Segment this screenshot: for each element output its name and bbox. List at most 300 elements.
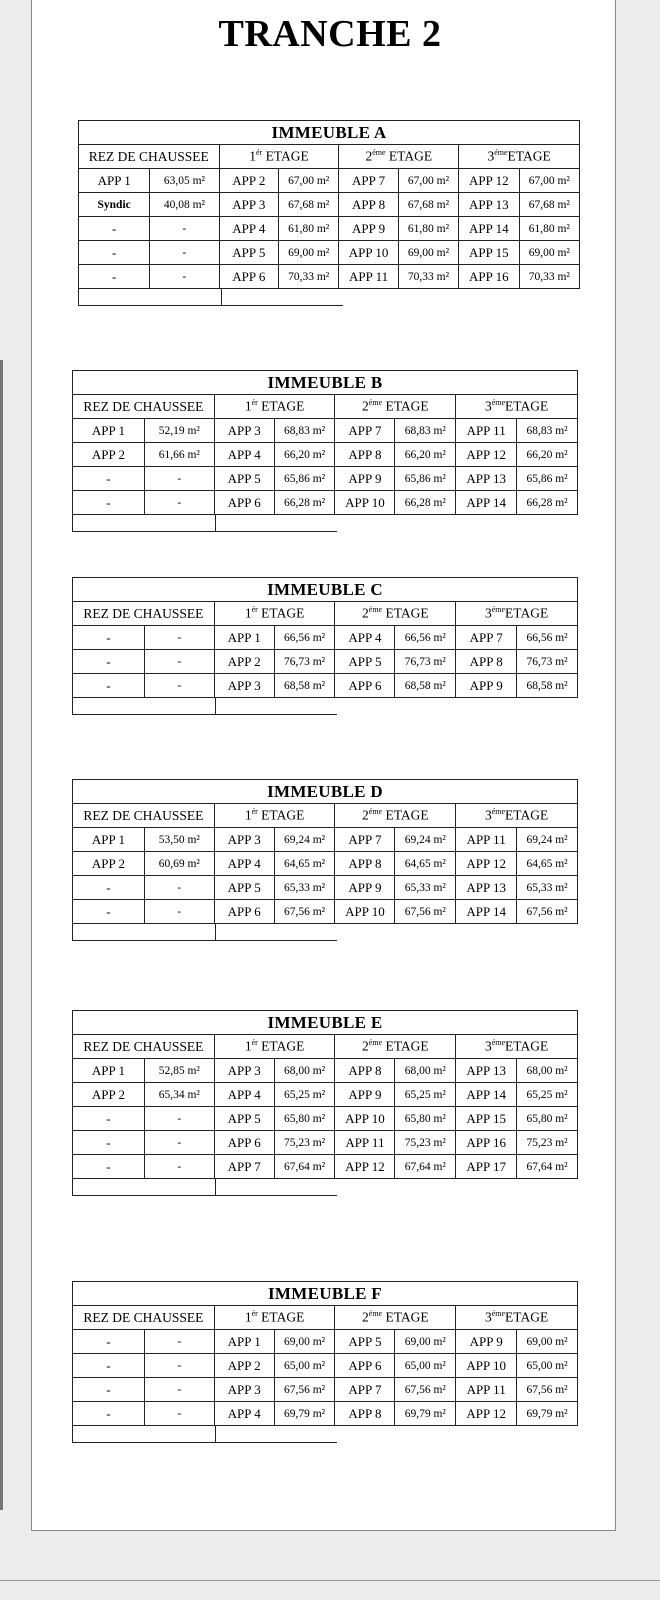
building-block-5 (72, 1010, 578, 1179)
area-cell: 70,33 m² (278, 265, 338, 289)
apartment-cell: - (73, 1354, 145, 1378)
area-cell: 68,00 m² (274, 1059, 335, 1083)
apartment-cell: APP 3 (214, 828, 274, 852)
area-cell: 69,24 m² (395, 828, 456, 852)
apartment-cell: APP 5 (214, 876, 274, 900)
apartment-cell: APP 16 (456, 1131, 517, 1155)
apartment-cell: APP 15 (456, 1107, 517, 1131)
table-row (73, 876, 578, 900)
apartment-cell: APP 8 (339, 193, 398, 217)
area-cell: 67,00 m² (519, 169, 579, 193)
apartment-cell: APP 9 (456, 674, 517, 698)
area-cell: 61,80 m² (278, 217, 338, 241)
table-row (73, 626, 578, 650)
apartment-cell: - (73, 674, 145, 698)
apartment-cell: APP 14 (456, 491, 517, 515)
etage-number: 2 (362, 605, 369, 621)
area-cell: 69,79 m² (395, 1402, 456, 1426)
area-cell: 67,56 m² (517, 1378, 578, 1402)
area-cell: - (144, 467, 214, 491)
header-etage-1 (214, 804, 335, 828)
apartment-cell: - (73, 900, 145, 924)
header-etage-2 (335, 602, 456, 626)
header-etage-3 (456, 602, 578, 626)
etage-label: ETAGE (257, 807, 305, 823)
area-cell: 67,00 m² (398, 169, 458, 193)
header-etage-3 (456, 1306, 578, 1330)
etage-number: 2 (362, 1309, 369, 1325)
etage-superscript: éme (494, 148, 508, 158)
building-table (72, 779, 578, 924)
area-cell: 65,33 m² (274, 876, 335, 900)
area-cell: 65,00 m² (395, 1354, 456, 1378)
area-cell: - (144, 1155, 214, 1179)
apartment-cell: APP 8 (335, 443, 395, 467)
apartment-cell: APP 8 (335, 852, 395, 876)
area-cell: - (144, 900, 214, 924)
table-row (73, 852, 578, 876)
apartment-cell: APP 1 (214, 1330, 274, 1354)
area-cell: 66,56 m² (274, 626, 335, 650)
apartment-cell: APP 9 (335, 1083, 395, 1107)
area-cell: 66,56 m² (517, 626, 578, 650)
area-cell: 65,00 m² (274, 1354, 335, 1378)
building-name: IMMEUBLE A (79, 121, 580, 145)
area-cell: 65,33 m² (395, 876, 456, 900)
building-table (72, 577, 578, 698)
table-footer-stub (72, 1426, 337, 1443)
etage-superscript: éme (491, 1038, 506, 1048)
area-cell: 75,23 m² (517, 1131, 578, 1155)
etage-label: ETAGE (505, 1309, 549, 1325)
area-cell: 76,73 m² (517, 650, 578, 674)
etage-number: 1 (244, 1309, 252, 1325)
area-cell: 69,00 m² (398, 241, 458, 265)
etage-superscript: ér (251, 1038, 258, 1048)
table-row (73, 1354, 578, 1378)
table-row (73, 1402, 578, 1426)
apartment-cell: APP 14 (456, 1083, 517, 1107)
etage-number: 1 (244, 398, 252, 414)
apartment-cell: APP 13 (456, 1059, 517, 1083)
apartment-cell: APP 13 (459, 193, 519, 217)
area-cell: 64,65 m² (517, 852, 578, 876)
building-table (78, 120, 580, 289)
etage-number: 2 (362, 398, 369, 414)
header-etage-1 (214, 395, 335, 419)
apartment-cell: APP 17 (456, 1155, 517, 1179)
building-table (72, 1281, 578, 1426)
apartment-cell: APP 2 (219, 169, 278, 193)
etage-label: ETAGE (382, 807, 429, 823)
apartment-cell: APP 15 (459, 241, 519, 265)
building-block-6 (72, 1281, 578, 1426)
apartment-cell: APP 10 (339, 241, 398, 265)
area-cell: - (144, 491, 214, 515)
apartment-cell: - (73, 1131, 145, 1155)
table-row (73, 419, 578, 443)
table-footer-stub (72, 698, 337, 715)
building-block-3 (72, 577, 578, 698)
area-cell: 53,50 m² (144, 828, 214, 852)
apartment-cell: APP 6 (219, 265, 278, 289)
etage-number: 3 (484, 1038, 492, 1054)
building-block-1 (78, 120, 580, 289)
area-cell: - (144, 626, 214, 650)
area-cell: 66,56 m² (395, 626, 456, 650)
apartment-cell: APP 2 (73, 1083, 145, 1107)
area-cell: 75,23 m² (395, 1131, 456, 1155)
area-cell: 66,20 m² (517, 443, 578, 467)
area-cell: 68,83 m² (395, 419, 456, 443)
apartment-cell: APP 2 (214, 650, 274, 674)
etage-superscript: ér (251, 605, 258, 615)
etage-label: ETAGE (505, 1038, 549, 1054)
building-name: IMMEUBLE B (73, 371, 578, 395)
etage-superscript: éme (491, 807, 506, 817)
area-cell: 66,28 m² (274, 491, 335, 515)
apartment-cell: APP 11 (339, 265, 398, 289)
area-cell: 65,86 m² (274, 467, 335, 491)
area-cell: 69,24 m² (274, 828, 335, 852)
etage-label: ETAGE (257, 1309, 305, 1325)
building-name: IMMEUBLE D (73, 780, 578, 804)
etage-superscript: éme (491, 1309, 506, 1319)
area-cell: 69,00 m² (274, 1330, 335, 1354)
apartment-cell: APP 10 (335, 1107, 395, 1131)
area-cell: 65,33 m² (517, 876, 578, 900)
area-cell: 70,33 m² (519, 265, 579, 289)
area-cell: 65,86 m² (395, 467, 456, 491)
table-row (73, 1107, 578, 1131)
apartment-cell: APP 9 (456, 1330, 517, 1354)
area-cell: 66,20 m² (395, 443, 456, 467)
area-cell: - (144, 1402, 214, 1426)
etage-superscript: éme (368, 1038, 383, 1048)
apartment-cell: APP 11 (456, 419, 517, 443)
area-cell: 67,56 m² (395, 900, 456, 924)
building-block-2 (72, 370, 578, 515)
apartment-cell: APP 4 (219, 217, 278, 241)
etage-label: ETAGE (257, 398, 305, 414)
table-row (73, 828, 578, 852)
area-cell: 60,69 m² (144, 852, 214, 876)
etage-label: ETAGE (382, 605, 429, 621)
area-cell: 67,68 m² (398, 193, 458, 217)
etage-number: 2 (362, 1038, 369, 1054)
apartment-cell: - (73, 876, 145, 900)
area-cell: 66,20 m² (274, 443, 335, 467)
area-cell: 61,66 m² (144, 443, 214, 467)
header-rez-de-chaussee: REZ DE CHAUSSEE (79, 145, 220, 169)
area-cell: - (144, 1378, 214, 1402)
area-cell: - (144, 674, 214, 698)
table-row (73, 650, 578, 674)
table-footer-stub (72, 1179, 337, 1196)
etage-superscript: éme (368, 807, 383, 817)
area-cell: 65,34 m² (144, 1083, 214, 1107)
area-cell: 65,80 m² (517, 1107, 578, 1131)
apartment-cell: APP 1 (73, 1059, 145, 1083)
area-cell: 69,79 m² (517, 1402, 578, 1426)
apartment-cell: APP 14 (459, 217, 519, 241)
apartment-cell: APP 7 (335, 419, 395, 443)
table-row (73, 1059, 578, 1083)
area-cell: 52,19 m² (144, 419, 214, 443)
apartment-cell: APP 10 (335, 491, 395, 515)
etage-superscript: ér (251, 1309, 258, 1319)
table-row (79, 193, 580, 217)
building-name: IMMEUBLE C (73, 578, 578, 602)
area-cell: - (144, 650, 214, 674)
apartment-cell: - (73, 1378, 145, 1402)
etage-label: ETAGE (507, 148, 551, 164)
etage-label: ETAGE (257, 1038, 305, 1054)
apartment-cell: APP 10 (456, 1354, 517, 1378)
table-row (73, 467, 578, 491)
apartment-cell: APP 9 (335, 467, 395, 491)
table-row (73, 443, 578, 467)
area-cell: - (144, 1330, 214, 1354)
area-cell: 65,25 m² (517, 1083, 578, 1107)
header-etage-2 (335, 395, 456, 419)
area-cell: 61,80 m² (519, 217, 579, 241)
etage-label: ETAGE (382, 398, 429, 414)
etage-superscript: éme (491, 605, 506, 615)
table-footer-stub (78, 289, 343, 306)
area-cell: 69,00 m² (517, 1330, 578, 1354)
area-cell: 65,25 m² (395, 1083, 456, 1107)
etage-superscript: éme (368, 398, 383, 408)
etage-number: 1 (249, 148, 256, 164)
apartment-cell: APP 7 (339, 169, 398, 193)
apartment-cell: APP 6 (214, 1131, 274, 1155)
etage-number: 3 (484, 807, 492, 823)
page-title: TRANCHE 2 (218, 13, 442, 55)
header-etage-1 (214, 1306, 335, 1330)
header-etage-3 (456, 1035, 578, 1059)
apartment-cell: APP 10 (335, 900, 395, 924)
table-footer-stub (72, 515, 337, 532)
area-cell: 69,00 m² (278, 241, 338, 265)
table-row (79, 241, 580, 265)
apartment-cell: - (73, 1107, 145, 1131)
apartment-cell: APP 2 (73, 443, 145, 467)
apartment-cell: - (73, 1402, 145, 1426)
area-cell: 63,05 m² (150, 169, 219, 193)
area-cell: - (150, 217, 219, 241)
header-rez-de-chaussee: REZ DE CHAUSSEE (73, 1306, 215, 1330)
area-cell: - (150, 265, 219, 289)
header-rez-de-chaussee: REZ DE CHAUSSEE (73, 602, 215, 626)
apartment-cell: APP 12 (335, 1155, 395, 1179)
etage-number: 3 (484, 398, 492, 414)
apartment-cell: APP 7 (335, 1378, 395, 1402)
apartment-cell: APP 3 (214, 1378, 274, 1402)
etage-label: ETAGE (385, 148, 433, 164)
apartment-cell: APP 9 (339, 217, 398, 241)
area-cell: 69,00 m² (519, 241, 579, 265)
etage-number: 3 (487, 148, 495, 164)
etage-superscript: ér (255, 148, 263, 158)
apartment-cell: APP 4 (214, 1402, 274, 1426)
apartment-cell: APP 5 (335, 1330, 395, 1354)
apartment-cell: APP 6 (335, 674, 395, 698)
apartment-cell: APP 4 (335, 626, 395, 650)
apartment-cell: APP 8 (456, 650, 517, 674)
apartment-cell: Syndic (79, 193, 150, 217)
apartment-cell: - (73, 1155, 145, 1179)
left-edge-mark (0, 360, 3, 1510)
area-cell: 68,58 m² (517, 674, 578, 698)
area-cell: 65,00 m² (517, 1354, 578, 1378)
etage-label: ETAGE (505, 398, 549, 414)
header-etage-3 (459, 145, 580, 169)
apartment-cell: APP 4 (214, 443, 274, 467)
header-etage-2 (335, 1306, 456, 1330)
etage-number: 2 (362, 807, 369, 823)
header-etage-3 (456, 804, 578, 828)
apartment-cell: APP 5 (219, 241, 278, 265)
apartment-cell: APP 3 (214, 1059, 274, 1083)
apartment-cell: - (73, 626, 145, 650)
etage-number: 3 (484, 605, 492, 621)
etage-number: 1 (244, 1038, 252, 1054)
apartment-cell: APP 7 (456, 626, 517, 650)
building-name: IMMEUBLE E (73, 1011, 578, 1035)
apartment-cell: APP 6 (335, 1354, 395, 1378)
table-row (73, 674, 578, 698)
apartment-cell: APP 5 (335, 650, 395, 674)
area-cell: 64,65 m² (274, 852, 335, 876)
area-cell: 76,73 m² (395, 650, 456, 674)
area-cell: 69,00 m² (395, 1330, 456, 1354)
area-cell: 68,83 m² (274, 419, 335, 443)
table-row (73, 491, 578, 515)
area-cell: 67,64 m² (395, 1155, 456, 1179)
area-cell: 69,79 m² (274, 1402, 335, 1426)
apartment-cell: APP 12 (456, 443, 517, 467)
area-cell: 69,24 m² (517, 828, 578, 852)
etage-superscript: éme (491, 398, 506, 408)
etage-label: ETAGE (505, 605, 549, 621)
apartment-cell: - (73, 650, 145, 674)
apartment-cell: APP 2 (214, 1354, 274, 1378)
area-cell: 68,00 m² (517, 1059, 578, 1083)
apartment-cell: - (73, 491, 145, 515)
apartment-cell: APP 8 (335, 1059, 395, 1083)
building-block-4 (72, 779, 578, 924)
apartment-cell: APP 5 (214, 467, 274, 491)
apartment-cell: APP 3 (219, 193, 278, 217)
area-cell: - (144, 1354, 214, 1378)
header-etage-2 (335, 1035, 456, 1059)
apartment-cell: APP 6 (214, 491, 274, 515)
apartment-cell: APP 7 (335, 828, 395, 852)
bottom-divider (0, 1580, 660, 1581)
apartment-cell: - (79, 217, 150, 241)
area-cell: 68,58 m² (395, 674, 456, 698)
table-row (79, 265, 580, 289)
apartment-cell: APP 6 (214, 900, 274, 924)
apartment-cell: APP 16 (459, 265, 519, 289)
etage-label: ETAGE (505, 807, 549, 823)
apartment-cell: APP 8 (335, 1402, 395, 1426)
area-cell: 68,00 m² (395, 1059, 456, 1083)
table-footer-stub (72, 924, 337, 941)
etage-superscript: ér (251, 807, 258, 817)
header-etage-2 (339, 145, 459, 169)
area-cell: 68,58 m² (274, 674, 335, 698)
etage-label: ETAGE (262, 148, 309, 164)
area-cell: 52,85 m² (144, 1059, 214, 1083)
apartment-cell: APP 4 (214, 1083, 274, 1107)
apartment-cell: APP 4 (214, 852, 274, 876)
apartment-cell: APP 13 (456, 467, 517, 491)
area-cell: - (144, 876, 214, 900)
header-rez-de-chaussee: REZ DE CHAUSSEE (73, 395, 215, 419)
header-rez-de-chaussee: REZ DE CHAUSSEE (73, 804, 215, 828)
apartment-cell: APP 5 (214, 1107, 274, 1131)
etage-superscript: éme (372, 148, 386, 158)
table-row (73, 1083, 578, 1107)
building-table (72, 1010, 578, 1179)
table-row (79, 217, 580, 241)
apartment-cell: APP 1 (73, 828, 145, 852)
area-cell: 64,65 m² (395, 852, 456, 876)
building-table (72, 370, 578, 515)
apartment-cell: - (79, 241, 150, 265)
apartment-cell: APP 3 (214, 419, 274, 443)
etage-number: 1 (244, 807, 252, 823)
apartment-cell: APP 13 (456, 876, 517, 900)
apartment-cell: APP 14 (456, 900, 517, 924)
area-cell: 65,25 m² (274, 1083, 335, 1107)
header-etage-1 (214, 602, 335, 626)
building-name: IMMEUBLE F (73, 1282, 578, 1306)
apartment-cell: APP 1 (73, 419, 145, 443)
table-row (73, 1155, 578, 1179)
table-row (73, 1330, 578, 1354)
apartment-cell: APP 1 (214, 626, 274, 650)
table-row (73, 1378, 578, 1402)
area-cell: 67,56 m² (395, 1378, 456, 1402)
apartment-cell: APP 7 (214, 1155, 274, 1179)
area-cell: 67,64 m² (274, 1155, 335, 1179)
table-row (73, 1131, 578, 1155)
etage-superscript: ér (251, 398, 258, 408)
area-cell: 68,83 m² (517, 419, 578, 443)
area-cell: - (144, 1107, 214, 1131)
etage-superscript: éme (368, 605, 383, 615)
area-cell: 75,23 m² (274, 1131, 335, 1155)
area-cell: 65,80 m² (274, 1107, 335, 1131)
etage-label: ETAGE (382, 1038, 429, 1054)
apartment-cell: APP 1 (79, 169, 150, 193)
area-cell: 67,56 m² (517, 900, 578, 924)
header-etage-1 (219, 145, 339, 169)
table-row (79, 169, 580, 193)
header-etage-1 (214, 1035, 335, 1059)
area-cell: 67,56 m² (274, 900, 335, 924)
apartment-cell: APP 2 (73, 852, 145, 876)
header-etage-2 (335, 804, 456, 828)
apartment-cell: - (79, 265, 150, 289)
area-cell: 65,86 m² (517, 467, 578, 491)
etage-superscript: éme (368, 1309, 383, 1319)
area-cell: 67,68 m² (519, 193, 579, 217)
area-cell: 67,00 m² (278, 169, 338, 193)
